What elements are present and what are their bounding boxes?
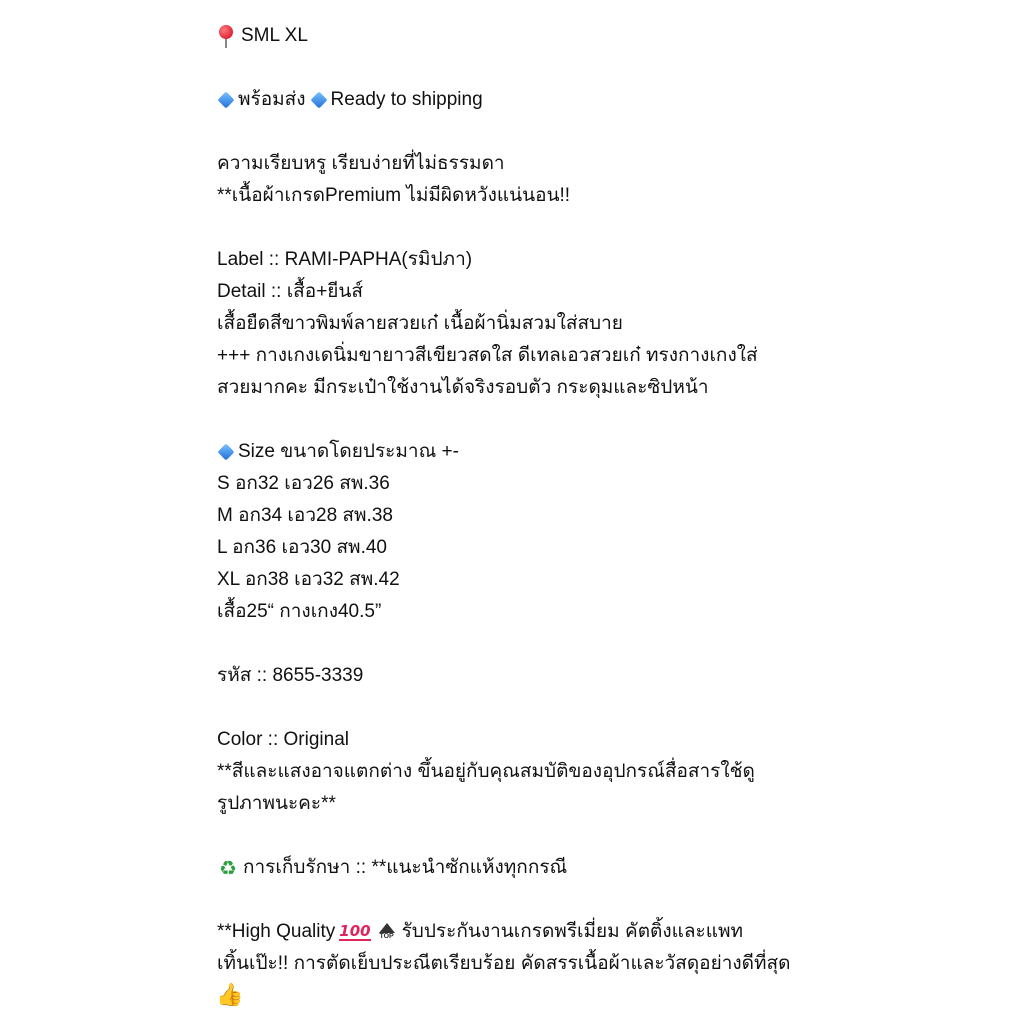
color-note-2: รูปภาพนะคะ**: [217, 793, 336, 814]
color-line: Color :: Original: [217, 729, 349, 750]
size-xl: XL อก38 เอว32 สพ.42: [217, 569, 400, 590]
description-line-3: สวยมากคะ มีกระเป๋าใช้งานได้จริงรอบตัว กระดุมและซิปหน้า: [217, 377, 709, 398]
thumbs-up-icon: 👍: [216, 983, 244, 1008]
blue-diamond-icon: [218, 92, 235, 109]
recycle-icon: ♻: [219, 856, 237, 880]
intro-line-2: **เนื้อผ้าเกรดPremium ไม่มีผิดหวังแน่นอน!!: [217, 185, 571, 206]
sizes-header-line: [217, 20, 917, 52]
care-line: [217, 852, 917, 884]
size-title-line: [217, 436, 917, 468]
size-l: L อก36 เอว30 สพ.40: [217, 537, 387, 558]
size-s: S อก32 เอว26 สพ.36: [217, 473, 390, 494]
quality-a: **High Quality: [217, 921, 336, 942]
top-arrow-icon: TOP: [377, 923, 397, 941]
product-code: รหัส :: 8655-3339: [217, 665, 364, 686]
blue-diamond-icon: [310, 92, 327, 109]
ready-en: Ready to shipping: [330, 89, 483, 110]
pin-icon: [217, 25, 235, 48]
quality-line-2: เทิ้นเป๊ะ!! การตัดเย็บประณีตเรียบร้อย คัดสรรเนื้อผ้าและวัสดุอย่างดีที่สุด: [217, 953, 791, 974]
label-line: Label :: RAMI-PAPHA(รมิปภา): [217, 249, 473, 270]
description-text: [217, 20, 917, 1012]
length-line: เสื้อ25“ กางเกง40.5”: [217, 601, 382, 622]
size-title: Size ขนาดโดยประมาณ +-: [238, 441, 459, 462]
blue-diamond-icon: [218, 444, 235, 461]
color-note-1: **สีและแสงอาจแตกต่าง ขึ้นอยู่กับคุณสมบัติของอุปกรณ์สื่อสารใช้ดู: [217, 761, 755, 782]
quality-b: รับประกันงานเกรดพรีเมี่ยม คัตติ้งและแพท: [401, 921, 744, 942]
intro-line-1: ความเรียบหรู เรียบง่ายที่ไม่ธรรมดา: [217, 153, 505, 174]
quality-line-1: [217, 916, 917, 948]
description-line-2: +++ กางเกงเดนิ่มขายาวสีเขียวสดใส ดีเทลเอวสวยเก๋ ทรงกางเกงใส่: [217, 345, 758, 366]
ready-thai: พร้อมส่ง: [238, 89, 306, 110]
care-text: การเก็บรักษา :: **แนะนำซักแห้งทุกกรณี: [243, 857, 568, 878]
size-m: M อก34 เอว28 สพ.38: [217, 505, 393, 526]
sizes-header: SML XL: [241, 25, 308, 46]
detail-line: Detail :: เสื้อ+ยีนส์: [217, 281, 364, 302]
hundred-points-icon: 100: [339, 922, 371, 940]
description-line-1: เสื้อยืดสีขาวพิมพ์ลายสวยเก๋ เนื้อผ้านิ่มสวมใส่สบาย: [217, 313, 623, 334]
thumb-line: [217, 980, 917, 1012]
ready-line: [217, 84, 917, 116]
